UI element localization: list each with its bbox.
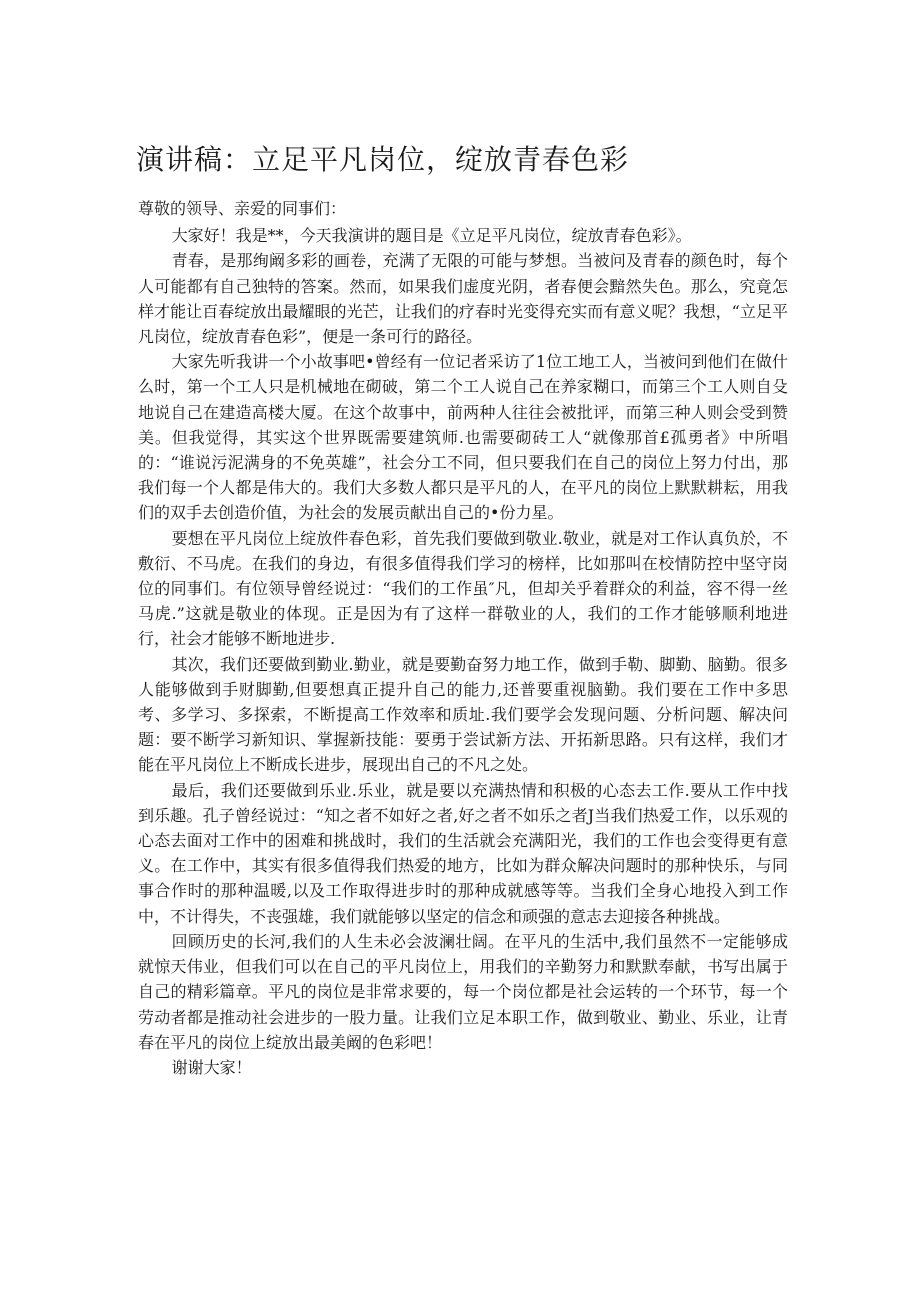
paragraph-dedication: 要想在平凡岗位上绽放件春色彩，首先我们要做到敬业.敬业，就是对工作认真负於，不敷衍、不马虎。在我们的身边，有很多值得我们学习的榜样，比如那叫在校情防控中坚守岗位的同事们。有位领导曾经说过：“我们的工作虽″凡，但却关乎着群众的利益，容不得一丝马虎.”这就是敬业的体现。正是因为有了这样一群敬业的人，我们的工作才能够顺利地进行，社会才能够不断地进步.	[138, 528, 788, 649]
paragraph-story: 大家先听我讲一个小故事吧•曾经有一位记者采访了1位工地工人，当被问到他们在做什么时，第一个工人只是机械地在砌破，第二个工人说自己在养家糊口，而第三个工人则自殳地说自己在建造高楼大厦。在这个故事中，前两种人往往会被批评，而第三种人则会受到赞美。但我觉得，其实这个世界既需要建筑师.也需要砌砖工人“就像那首£孤勇者》中所唱的：“谁说污泥满身的不免英雄”，社会分工不同，但只要我们在自己的岗位上努力付出，那我们每一个人都是伟大的。我们大多数人都只是平凡的人，在平凡的岗位上默默耕耘，用我们的双手去创造价值，为社会的发展贡献出自己的•份力星。	[138, 352, 788, 523]
paragraph-intro: 青春，是那绚阚多彩的画卷，充满了无限的可能与梦想。当被问及青春的颜色时，每个人可能都有自己独特的答案。然而，如果我们虚度光阴，者春便会黯然失色。那么，究竟怎样才能让百春绽放出最耀眼的光芒，让我们的疗春时光变得充实而有意义呢？我想，“立足平凡岗位，绽放青春色彩”，便是一条可行的路径。	[138, 251, 788, 347]
paragraph-greeting: 大家好！我是**，今天我演讲的题目是《立足平凡岗位，绽放青春色彩》。	[171, 226, 692, 246]
paragraph-conclusion: 回顾历史的长河,我们的人生未必会波澜壮阔。在平凡的生活中,我们虽然不一定能够成就惊天伟业，但我们可以在自己的平凡岗位上，用我们的辛勤努力和默默奉献，书写出属于自己的精彩篇章。平凡的岗位是非常求要的，每一个岗位都是社会运转的一个环节，每一个劳动者都是推动社会进步的一股力量。让我们立足本职工作，做到敬业、勤业、乐业，让青春在平凡的岗位上绽放出最美阚的色彩吧！	[138, 931, 788, 1052]
document-title: 演讲稿：立足平凡岗位，绽放青春色彩	[136, 143, 630, 176]
paragraph-thanks: 谢谢大家！	[171, 1057, 252, 1077]
document-body	[138, 196, 788, 1080]
paragraph-enjoyment: 最后，我们还要做到乐业.乐业，就是要以充满热情和积极的心态去工作.要从工作中找到乐趣。孔子曾经说过：“知之者不如好之者,好之者不如乐之者J当我们热爱工作，以乐观的心态去面对工作中的困难和挑战时，我们的生活就会充满阳光，我们的工作也会变得更有意义。在工作中，其实有很多值得我们热爱的地方，比如为群众解决问题时的那种快乐，与同事合作时的那种温暖,以及工作取得进步时的那种成就感等等。当我们全身心地投入到工作中，不计得失，不丧强雄，我们就能够以坚定的信念和顽强的意志去迎接各种挑战。	[138, 780, 788, 926]
salutation: 尊敬的领导、亲爱的同事们：	[138, 199, 347, 218]
paragraph-diligence: 其次，我们还要做到勤业.勤业，就是要勤奋努力地工作，做到手勒、脚勤、脑勤。很多人能够做到手财脚勤,但要想真正提升自己的能力,还普要重视脑勤。我们要在工作中多思考、多学习、多探索，不断提高工作效率和质址.我们要学会发现问题、分析问题、解决问题：要不断学习新知识、掌握新技能：要勇于尝试新方法、开拓新思路。只有这样，我们才能在平凡岗位上不断成长进步，展现出自己的不凡之处。	[138, 654, 788, 775]
